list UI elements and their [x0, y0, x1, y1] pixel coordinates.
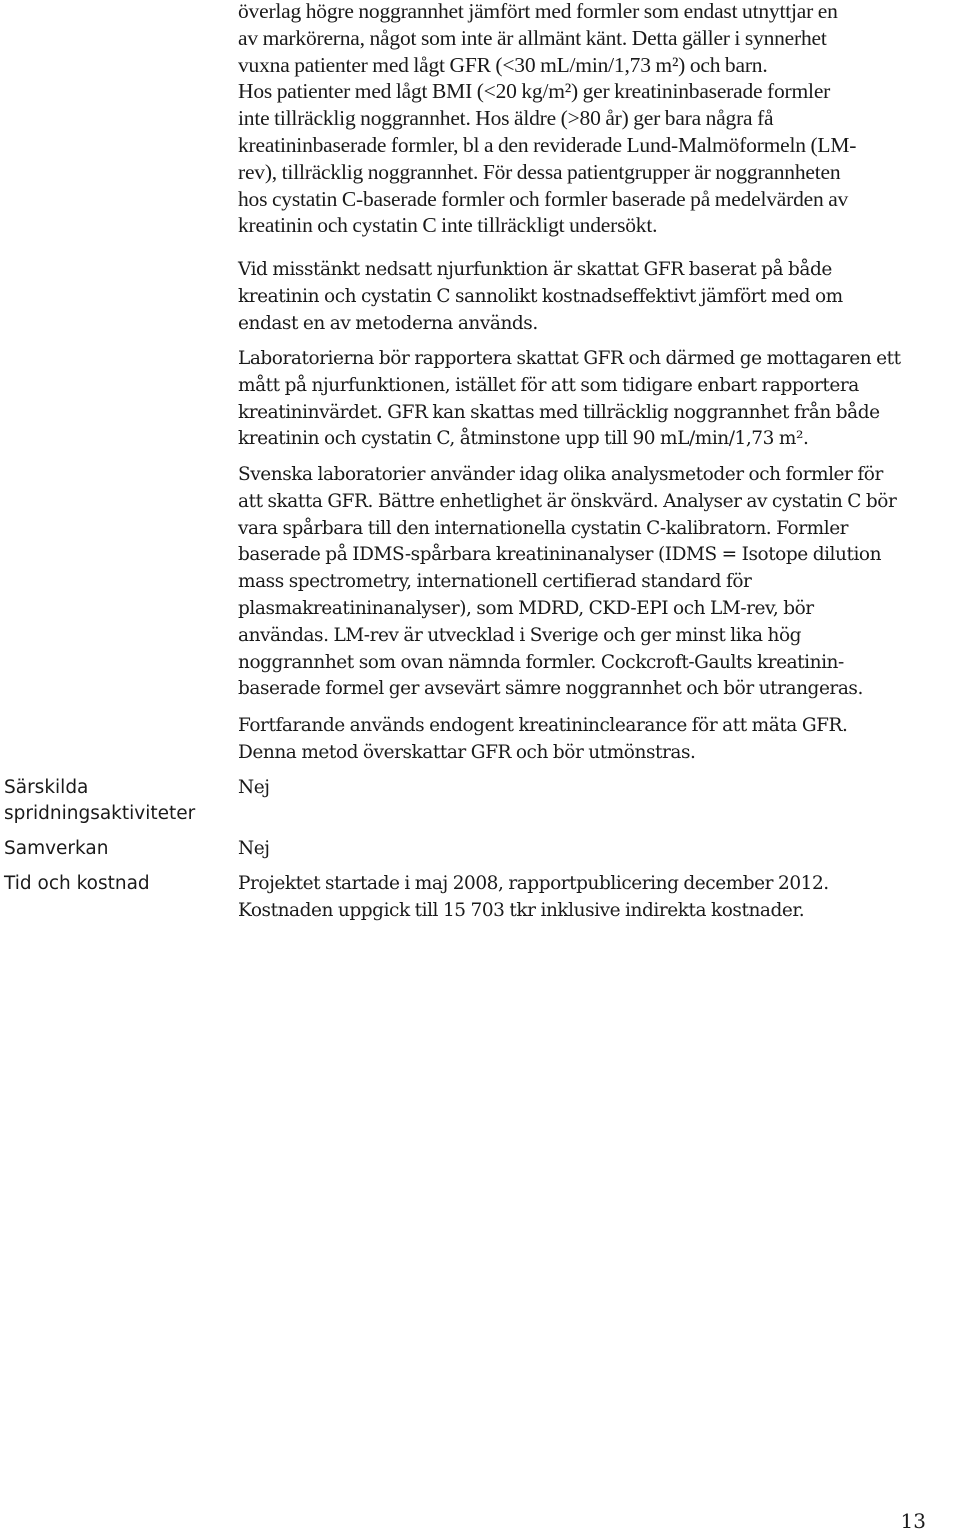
- text-line: Hos patienter med lågt BMI (<20 kg/m²) ger kreatininbaserade formler: [238, 79, 831, 104]
- label-tid-och-kostnad: Tid och kostnad: [4, 873, 150, 894]
- label-sarskilda-spridningsaktiviteter: [4, 775, 195, 827]
- body-paragraph-4: [238, 462, 960, 703]
- label-line: spridningsaktiviteter: [4, 803, 196, 824]
- text-line: Laboratorierna bör rapportera skattat GFR och därmed ge mottagaren ett: [238, 348, 901, 369]
- text-line: kreatininvärdet. GFR kan skattas med tillräcklig noggrannhet från både: [238, 401, 880, 423]
- text-line: Vid misstänkt nedsatt njurfunktion är skattat GFR baserat på både: [238, 259, 832, 280]
- text-line: plasmakreatininanalyser), som MDRD, CKD-EPI och LM-rev, bör: [238, 597, 814, 619]
- body-paragraph-3: [238, 346, 960, 453]
- text-line: Denna metod överskattar GFR och bör utmönstras.: [238, 741, 696, 763]
- label-samverkan: Samverkan: [4, 838, 109, 859]
- body-paragraph-2: [238, 257, 960, 337]
- text-line: användas. LM-rev är utvecklad i Sverige och ger minst lika hög: [238, 624, 802, 646]
- text-line: hos cystatin C-baserade formler och formler baserade på medelvärden av: [238, 186, 849, 211]
- text-line: kreatininbaserade formler, bl a den reviderade Lund-Malmöformeln (LM-: [238, 132, 857, 157]
- text-line: noggrannhet som ovan nämnda formler. Cockcroft-Gaults kreatinin-: [238, 651, 844, 673]
- text-line: att skatta GFR. Bättre enhetlighet är önskvärd. Analyser av cystatin C bör: [238, 490, 897, 512]
- value-tid-och-kostnad: [238, 871, 960, 925]
- text-line: inte tillräcklig noggrannhet. Hos äldre (>80 år) ger bara några få: [238, 106, 774, 131]
- value-text: Nej: [238, 838, 270, 859]
- text-line: Projektet startade i maj 2008, rapportpublicering december 2012.: [238, 873, 829, 894]
- text-line: mått på njurfunktionen, istället för att som tidigare enbart rapportera: [238, 374, 859, 396]
- body-paragraph-5: [238, 713, 960, 767]
- text-line: baserade formel ger avsevärt sämre noggrannhet och bör utrangeras.: [238, 678, 863, 700]
- text-line: överlag högre noggrannhet jämfört med formler som endast utnyttjar en: [238, 0, 838, 23]
- text-line: kreatinin och cystatin C sannolikt kostnadseffektivt jämfört med om: [238, 285, 843, 307]
- text-line: Kostnaden uppgick till 15 703 tkr inklusive indirekta kostnader.: [238, 899, 805, 921]
- text-line: Svenska laboratorier använder idag olika analysmetoder och formler för: [238, 464, 883, 485]
- text-line: Fortfarande används endogent kreatininclearance för att mäta GFR.: [238, 715, 848, 736]
- value-sarskilda-spridningsaktiviteter: [238, 775, 960, 802]
- text-line: rev), tillräcklig noggrannhet. För dessa patientgrupper är noggrannheten: [238, 159, 841, 184]
- value-samverkan: [238, 836, 960, 863]
- label-line: Särskilda: [4, 777, 89, 798]
- text-line: kreatinin och cystatin C inte tillräckligt undersökt.: [238, 213, 658, 238]
- text-line: baserade på IDMS-spårbara kreatininanalyser (IDMS = Isotope dilution: [238, 544, 882, 566]
- text-line: endast en av metoderna används.: [238, 312, 538, 334]
- text-line: vara spårbara till den internationella cystatin C-kalibratorn. Formler: [238, 517, 849, 539]
- text-line: kreatinin och cystatin C, åtminstone upp till 90 mL/min/1,73 m².: [238, 428, 809, 450]
- page-number: 13: [900, 1509, 926, 1533]
- value-text: Nej: [238, 777, 270, 798]
- text-line: vuxna patienter med lågt GFR (<30 mL/min/1,73 m²) och barn.: [238, 52, 768, 77]
- text-line: av markörerna, något som inte är allmänt känt. Detta gäller i synnerhet: [238, 25, 827, 50]
- text-line: mass spectrometry, internationell certifierad standard för: [238, 571, 752, 593]
- body-paragraph-1: [238, 0, 960, 239]
